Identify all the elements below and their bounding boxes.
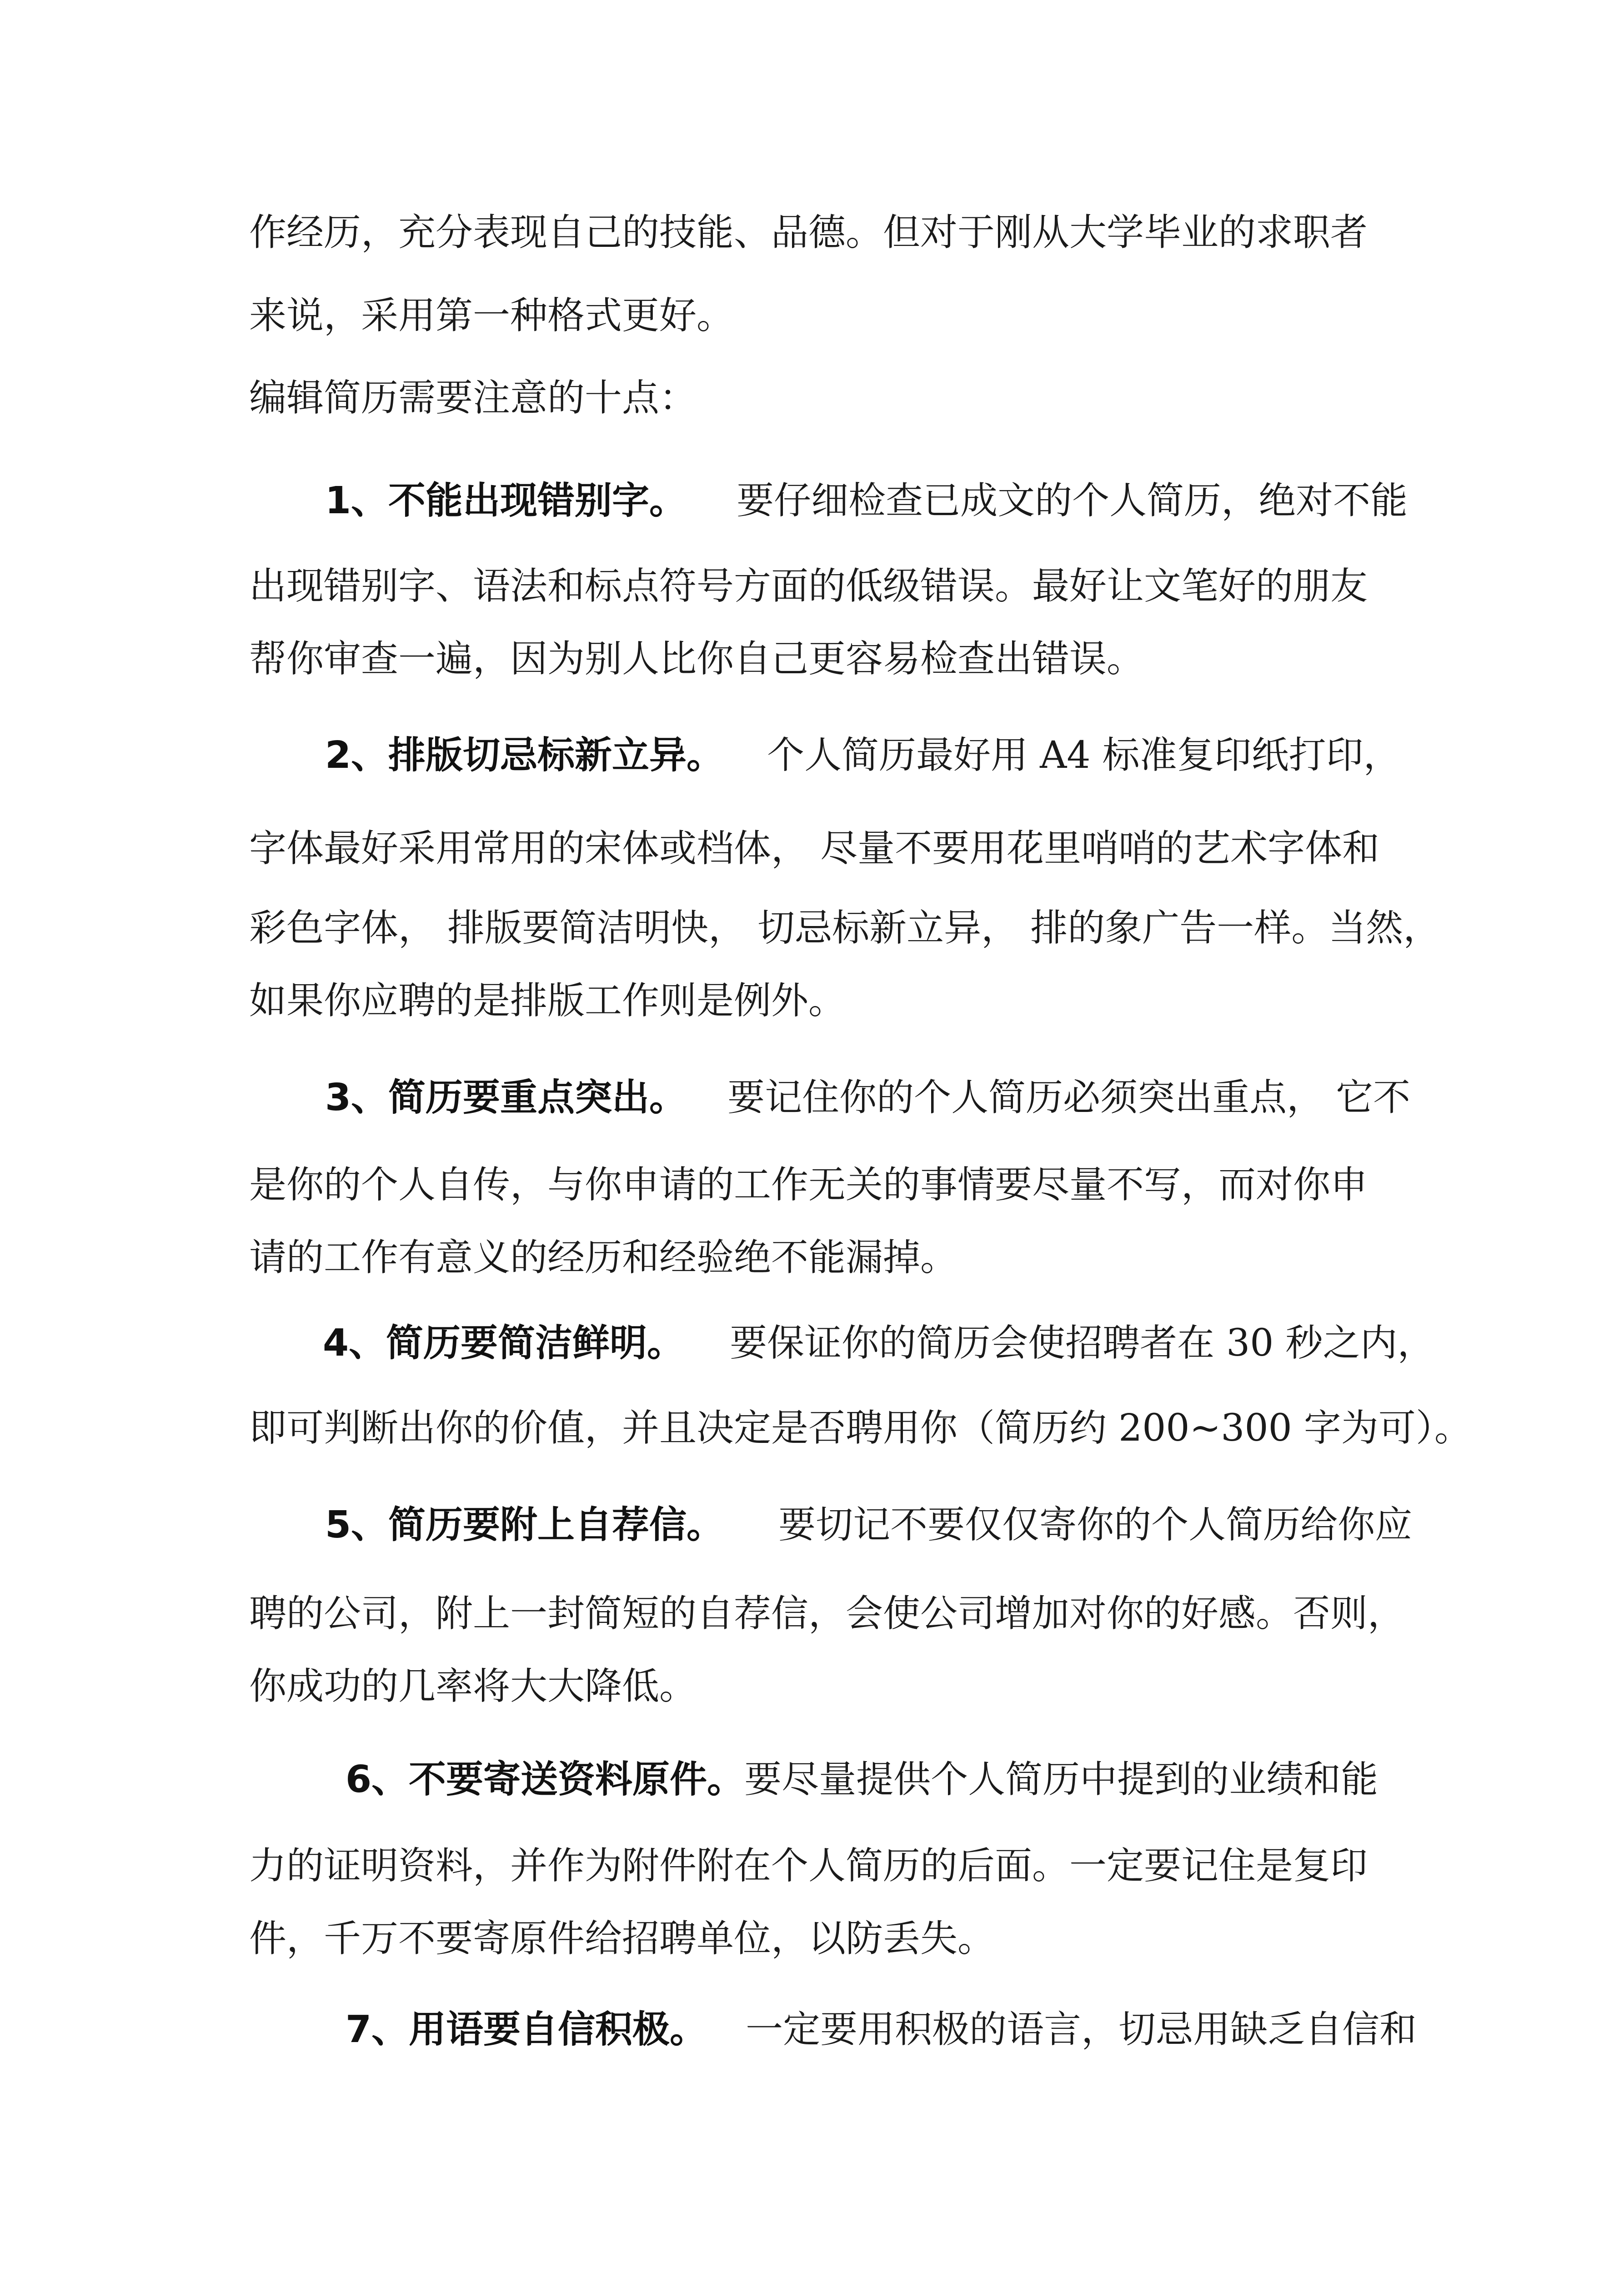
point-item [325,733,1401,778]
point-text: 要记住你的个人简历必须突出重点， 它不 [727,1076,1411,1119]
point-text-line: 帮你审查一遍，因为别人比你自己更容易检查出错误。 [249,637,1144,681]
point-item [323,1321,1435,1366]
point-text-line: 你成功的几率将大大降低。 [249,1665,697,1708]
point-heading: 7、用语要自信积极。 [346,2008,707,2051]
point-text: 要尽量提供个人简历中提到的业绩和能 [744,1758,1378,1801]
point-text-line: 力的证明资料，并作为附件附在个人简历的后面。一定要记住是复印 [249,1844,1368,1887]
point-text: 要保证你的简历会使招聘者在 30 秒之内， [730,1322,1435,1365]
section-heading: 编辑简历需要注意的十点： [249,376,697,420]
point-heading: 2、排版切忌标新立异。 [325,734,724,777]
point-text-line: 请的工作有意义的经历和经验绝不能漏掉。 [249,1236,958,1279]
point-text: 要仔细检查已成文的个人简历，绝对不能 [737,479,1408,522]
point-item [346,2007,1417,2053]
point-text: 一定要用积极的语言，切忌用缺乏自信和 [746,2008,1417,2051]
point-text-line: 字体最好采用常用的宋体或档体， 尽量不要用花里哨哨的艺术字体和 [249,827,1380,870]
point-text-line: 是你的个人自传，与你申请的工作无关的事情要尽量不写，而对你申 [249,1163,1368,1207]
point-heading: 6、不要寄送资料原件。 [346,1758,745,1801]
point-item [325,478,1408,524]
point-heading: 3、简历要重点突出。 [325,1076,687,1119]
point-text: 要切记不要仅仅寄你的个人简历给你应 [778,1503,1413,1547]
point-text-line: 如果你应聘的是排版工作则是例外。 [249,979,846,1022]
point-heading: 1、不能出现错别字。 [325,479,687,522]
intro-line: 来说，采用第一种格式更好。 [249,294,734,337]
point-text-line: 即可判断出你的价值，并且决定是否聘用你（简历约 200~300 字为可）。 [249,1407,1472,1450]
point-item [325,1502,1412,1548]
point-text-line: 聘的公司，附上一封简短的自荐信，会使公司增加对你的好感。否则， [249,1592,1405,1635]
intro-line: 作经历，充分表现自己的技能、品德。但对于刚从大学毕业的求职者 [249,211,1368,254]
point-text: 个人简历最好用 A4 标准复印纸打印， [767,734,1401,777]
point-text-line: 彩色字体， 排版要简洁明快， 切忌标新立异， 排的象广告一样。当然， [249,906,1441,950]
point-heading: 5、简历要附上自荐信。 [325,1503,724,1547]
point-heading: 4、简历要简洁鲜明。 [323,1322,685,1365]
point-item [325,1075,1410,1121]
point-item [346,1757,1378,1802]
point-text-line: 件，千万不要寄原件给招聘单位，以防丢失。 [249,1917,995,1960]
point-text-line: 出现错别字、语法和标点符号方面的低级错误。最好让文笔好的朋友 [249,565,1368,608]
